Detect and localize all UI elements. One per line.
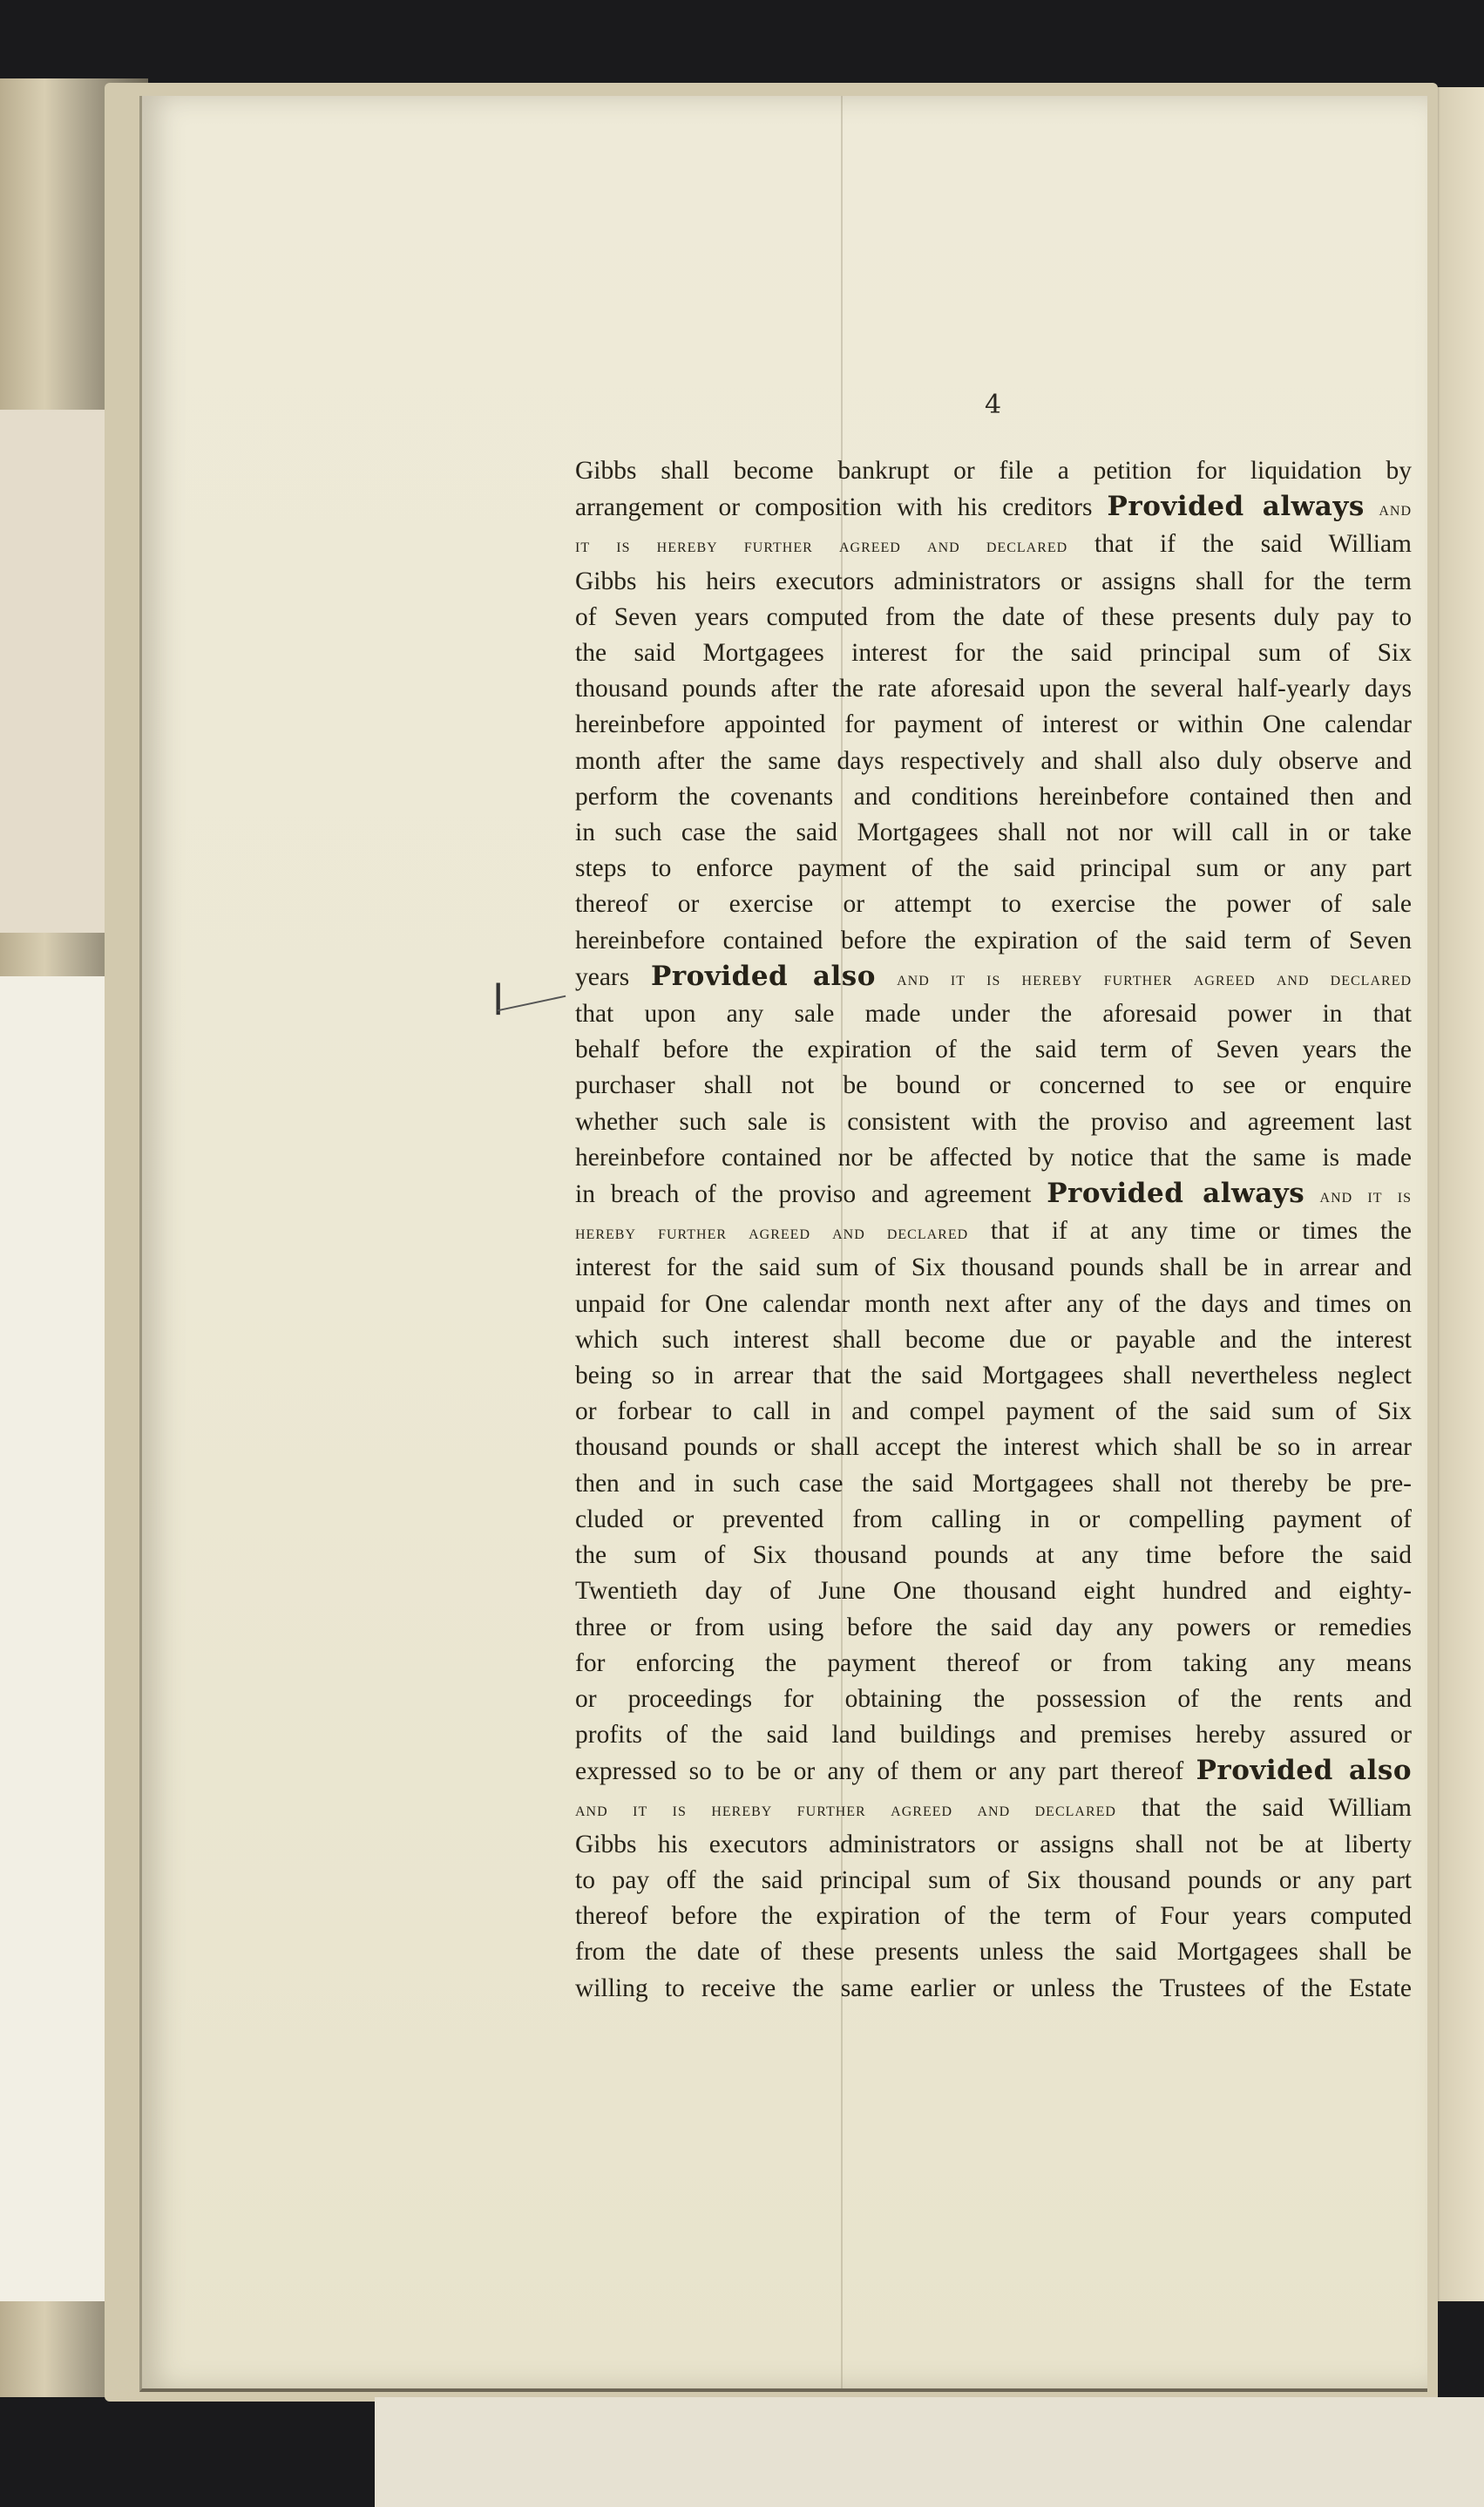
text-run: that if at any time or times the [968, 1217, 1412, 1246]
text-line [575, 1971, 1412, 2007]
bottom-paper-tab [375, 2397, 1484, 2507]
small-caps-phrase: and it is hereby further agreed and declared [875, 967, 1413, 989]
text-line [575, 1863, 1412, 1899]
text-line [575, 1646, 1412, 1682]
text-line [575, 1068, 1412, 1104]
text-run: expressed so to be or any of them or any part thereof [575, 1757, 1196, 1786]
text-run: Gibbs his heirs executors administrators or assigns shall for the term [575, 567, 1412, 595]
text-run: or forbear to call in and compel payment of the said sum of Six [575, 1397, 1412, 1426]
text-run: Gibbs his executors administrators or assigns shall not be at liberty [575, 1830, 1412, 1858]
small-caps-phrase: and [1364, 498, 1412, 520]
text-run: the said Mortgagees interest for the said principal sum of Six [575, 639, 1412, 668]
text-run: interest for the said sum of Six thousand pounds shall be in arrear and [575, 1254, 1412, 1282]
text-run: steps to enforce payment of the said principal sum or any part [575, 854, 1412, 883]
text-line [575, 1466, 1412, 1502]
text-line [575, 923, 1412, 959]
text-run: from the date of these presents unless the said Mortgagees shall be [575, 1938, 1412, 1967]
text-line [575, 671, 1412, 707]
blackletter-phrase: Provided also [1196, 1755, 1413, 1787]
text-line [575, 1682, 1412, 1717]
text-line [575, 1140, 1412, 1176]
text-line [575, 453, 1412, 489]
text-run: whether such sale is consistent with the proviso and agreement last [575, 1107, 1412, 1136]
small-caps-phrase: and it is hereby further agreed and declared [575, 1797, 1116, 1820]
text-run: thousand pounds after the rate aforesaid upon the several half-yearly days [575, 675, 1412, 703]
text-run: cluded or prevented from calling in or compelling payment of [575, 1505, 1412, 1533]
text-line [575, 1213, 1412, 1250]
text-run: thousand pounds or shall accept the interest which shall be so in arrear [575, 1433, 1412, 1462]
text-line [575, 1573, 1412, 1609]
text-line [575, 1934, 1412, 1970]
text-run: to pay off the said principal sum of Six thousand pounds or any part [575, 1865, 1412, 1894]
text-run: thereof or exercise or attempt to exercise the power of sale [575, 890, 1412, 919]
text-run: Gibbs shall become bankrupt or file a petition for liquidation by [575, 457, 1412, 485]
text-run: arrangement or composition with his creditors [575, 493, 1108, 522]
blackletter-phrase: Provided also [651, 960, 876, 992]
text-run: for enforcing the payment thereof or from taking any means [575, 1648, 1412, 1677]
small-caps-phrase: hereby further agreed and declared [575, 1221, 969, 1244]
text-line [575, 1104, 1412, 1140]
text-line [575, 1538, 1412, 1573]
text-run: three or from using before the said day any powers or remedies [575, 1613, 1412, 1641]
text-line [575, 1176, 1412, 1213]
text-run: thereof before the expiration of the term of Four years computed [575, 1902, 1412, 1931]
text-run: unpaid for One calendar month next after any of the days and times on [575, 1289, 1412, 1318]
text-run: perform the covenants and conditions hereinbefore contained then and [575, 782, 1412, 811]
text-run: then and in such case the said Mortgagees shall not thereby be pre- [575, 1469, 1412, 1498]
text-line [575, 1899, 1412, 1934]
text-run: in such case the said Mortgagees shall not nor will call in or take [575, 819, 1412, 847]
text-line [575, 1753, 1412, 1790]
text-line [575, 779, 1412, 815]
text-run: being so in arrear that the said Mortgagees shall nevertheless neglect [575, 1362, 1412, 1390]
blackletter-phrase: Provided always [1107, 491, 1365, 523]
deed-text [575, 453, 1412, 2007]
text-line [575, 1394, 1412, 1430]
text-run: or proceedings for obtaining the possession of the rents and [575, 1684, 1412, 1713]
text-run: Twentieth day of June One thousand eight hundred and eighty- [575, 1577, 1412, 1606]
text-line [575, 527, 1412, 563]
margin-pencil-mark: l [492, 976, 505, 1025]
text-run: willing to receive the same earlier or unless the Trustees of the Estate [575, 1974, 1412, 2002]
text-line [575, 489, 1412, 527]
text-line [575, 851, 1412, 887]
text-line [575, 1032, 1412, 1068]
text-line [575, 887, 1412, 922]
text-line [575, 1322, 1412, 1358]
small-caps-phrase: it is hereby further agreed and declared [575, 534, 1068, 557]
text-run: which such interest shall become due or payable and the interest [575, 1325, 1412, 1354]
text-line [575, 564, 1412, 600]
text-run: hereinbefore contained before the expiration of the said term of Seven [575, 926, 1412, 955]
page-number: 4 [985, 390, 1002, 420]
text-run: profits of the said land buildings and premises hereby assured or [575, 1721, 1412, 1749]
small-caps-phrase: and it is [1304, 1185, 1412, 1207]
text-line [575, 959, 1412, 996]
text-line [575, 1502, 1412, 1538]
text-line [575, 1827, 1412, 1863]
text-run: of Seven years computed from the date of these presents duly pay to [575, 602, 1412, 631]
text-line [575, 1610, 1412, 1646]
text-run: that if the said William [1067, 530, 1412, 559]
text-run: month after the same days respectively and shall also duly observe and [575, 746, 1412, 775]
text-line [575, 600, 1412, 635]
text-line [575, 1358, 1412, 1394]
text-run: behalf before the expiration of the said term of Seven years the [575, 1036, 1412, 1064]
blackletter-phrase: Provided always [1047, 1178, 1305, 1210]
text-line [575, 635, 1412, 671]
text-line [575, 744, 1412, 779]
text-line [575, 1430, 1412, 1465]
text-run: years [575, 962, 652, 991]
text-run: in breach of the proviso and agreement [575, 1180, 1047, 1209]
text-run: that upon any sale made under the aforesaid power in that [575, 1000, 1412, 1029]
text-run: the sum of Six thousand pounds at any time before the said [575, 1541, 1412, 1570]
text-line [575, 707, 1412, 743]
text-line [575, 996, 1412, 1032]
text-run: hereinbefore appointed for payment of interest or within One calendar [575, 710, 1412, 739]
text-line [575, 1790, 1412, 1827]
text-line [575, 1250, 1412, 1286]
text-line [575, 815, 1412, 851]
text-run: purchaser shall not be bound or concerned to see or enquire [575, 1071, 1412, 1100]
text-run: that the said William [1115, 1793, 1412, 1822]
text-line [575, 1287, 1412, 1322]
text-line [575, 1717, 1412, 1753]
text-run: hereinbefore contained nor be affected by notice that the same is made [575, 1143, 1412, 1172]
